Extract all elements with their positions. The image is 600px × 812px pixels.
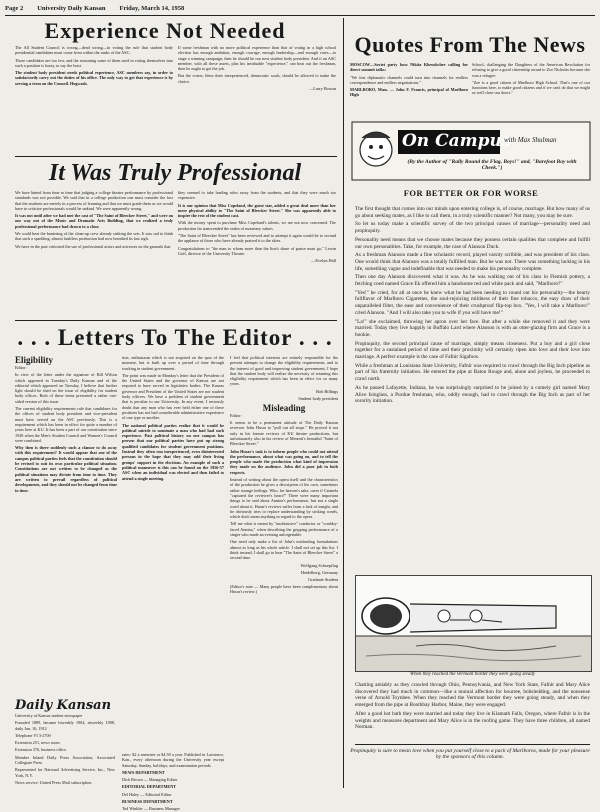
paragraph: We have in the past criticized the use of professional actors and actresses on the grounds that xyxy=(15,243,171,249)
paragraph: "We fear diplomatic channels could turn into channels for endless correspondence and endless negotiations." xyxy=(350,74,468,85)
signature-title: Student body president xyxy=(298,395,338,401)
quotes-col-1 xyxy=(350,62,468,117)
paragraph: Editor: xyxy=(230,412,242,418)
campus-title: On Campus xyxy=(402,131,512,151)
letters-headline: . . . Letters To The Editor . . . xyxy=(17,325,333,350)
campus-headline: FOR BETTER OR FOR WORSE xyxy=(403,188,539,198)
paragraph: Those candidates are too few, and the reasoning some of them used in voting themselves into such a position is fuzzy, to say the least. xyxy=(15,57,173,68)
paragraph: they seemed to take leading roles away from the students, and that they were much too expensive. xyxy=(178,190,336,201)
paragraph: It seems to be a permanent attitude of The Daily Kansan reviewer John Husar to "pull out all stops." He proved it not only in his former reviews of KU theatre productions, but unfortunately also in his review of Menotti's beautiful "Saint of Bleecker Street." xyxy=(230,420,338,447)
paragraph: While a freshman at Louisiana State University, Fafnir was required to crawl through the Big Inch pipeline as part of his fraternity initiation. He entered the pipe at Baton Rouge and, alone and joyless, he proceeded to crawl north. xyxy=(355,362,590,383)
signature: Bob Billings xyxy=(316,388,338,394)
paragraph: Tell me what is meant by "unobtrusive" conductor or "scrubby-faced Annina," when describing the gripping performance of a singer who made an evening unforgettable. xyxy=(230,521,338,538)
signature: —Larry Boston xyxy=(308,86,336,92)
masthead-line: Extension 251, news room xyxy=(15,740,60,746)
on-campus-banner xyxy=(352,122,590,180)
campus-footer: Propinquity is sure to mean love when you put yourself close to a pack of Marlboros, made for your pleasure by the sponsors of this column. xyxy=(350,748,590,760)
masthead-line: Founded 1889, became biweekly 1904, triweekly 1908, daily Jan. 16, 1912 xyxy=(15,720,115,731)
campus-subtitle: (By the Author of "Rally Round the Flag, Boys!" and, "Barefoot Boy with Cheek.") xyxy=(407,159,577,171)
staff-line: rates: $2 a semester or $4.50 a year. Published in Lawrence, Kan., every afternoon during the University year except Saturday, Sunday, holidays, and examination periods. xyxy=(122,752,224,768)
truly-col-1 xyxy=(15,190,173,318)
paragraph: But the voters, bless their inexperienced, democratic souls, should be allowed to make the choice. xyxy=(178,73,336,84)
masthead-line: News service: United Press Mail subscription xyxy=(15,779,92,785)
paragraph: Propinquity, the second principal cause of marriage, simply means closeness. Put a boy and a girl close together for a sustained period of time and their proximity will certainly ripen into love and their love into marriage. A perfect example is the case of Fafnir Sigafoos. xyxy=(355,340,590,361)
column-divider xyxy=(343,18,344,788)
paragraph: So let us today make a scientific survey of the two principal causes of marriage—personality need and propinquity. xyxy=(355,221,590,235)
eligibility-title: Eligibility xyxy=(15,355,54,365)
letters-col-1 xyxy=(15,355,117,693)
signature: —Evelyn Hall xyxy=(311,258,336,264)
editorial-headline: Experience Not Needed xyxy=(44,18,286,43)
staff-line: BUSINESS DEPARTMENT xyxy=(122,799,173,805)
paragraph: Personality need means that we choose mates because they possess certain qualities that complete and fulfill our own personalities. Take, for example, the case of Alanson Duck. xyxy=(355,236,590,250)
paragraph: "Zoe is a good citizen of Marlboro High School. That's one of our functions here, to make good citizens and if we can't do that we might as well close our doors." xyxy=(472,79,590,96)
author-portrait-icon xyxy=(360,134,392,166)
paragraph: Congratulations to "the man to whom more than the lion's share of praise must go," Lewin Goff, director of the University Theatre. xyxy=(178,245,336,256)
paragraph: The point was made in Monday's letter that the President of the United States and the governor of Kansas are not required to have served in legislative bodies. The Kansas governor and President of the United States are not student body officers. We have a problem of student government that is peculiar to our University. In any event, I seriously doubt that any man who has ever held either one of these positions has not had considerable administrative experience of one type or another. xyxy=(122,372,224,421)
paragraph: "The Saint of Bleecker Street" has been reviewed and to attempt it again would be to second the applause of those who have already praised it to the skies. xyxy=(178,233,336,244)
campus-byline: with Max Shulman xyxy=(504,136,557,144)
editor-note: (Editor's note — Many people have been complimentary about Husar's review.) xyxy=(230,583,338,594)
paragraph: The student body president needs political experience, ASC members say, in order to satisfactorily carry out the duties of his office. The only way to get that experience is by serving a term on the Council. Hogwash. xyxy=(15,70,173,86)
paragraph: The national political parties realize that it would be political suicide to nominate a man who had had such experience. Past political history on our campus has proven that our political parties have put up strong qualified candidates for student government positions. Instead they often run inexperienced, even disinterested persons in the hope that they may add their living groups' support in the elections. An example of such a political maneuver is this can be found on the 1956-57 ASC when an individual was elected and then failed to attend a single meeting. xyxy=(122,422,224,481)
divider xyxy=(355,744,590,745)
paragraph: One need only make a list of John's misleading formulations almost as long as his whole article. I shall not set up this list. I think instead, I shall go to hear "The Saint of Bleecker Street" a second time. xyxy=(230,539,338,561)
paragraph: "Yes!" he cried, for all at once he knew what he had been needing to round out his personality—the hearty fullflavor of Marlboro Cigarettes, the soul-rejoicing mildness of their fine tobacco, the easy draw of their unparalleled filter, the ease and convenience of their crushproof flip-top box. "Yes, I will take a Marlboro!" cried Alanson. "And I will also take you to wife if you will have me!" xyxy=(355,289,590,316)
cartoon-caption: When they reached the Vermont border they were going steady xyxy=(409,672,536,677)
staff-line: Del Haley — Editorial Editor xyxy=(122,791,172,797)
paragraph: John Husar's task is to inform people who could not attend the performance, about what was going on, and to tell the people who made the production what kind of impression they made on the audience. John did a poor job in both respects. xyxy=(230,448,338,475)
paper-name: University Daily Kansan xyxy=(37,5,106,12)
paragraph: Chatting amiably as they crawled through Ohio, Pennsylvania, and New York State, Fafnir and Mary Alice discovered they had much in common—like a mutual affection for bourree, bobsledding, and the nonsense verse of Arnold Toynbee. When they reached the Vermont border they were going steady, and when they emerged from the pipe at Boothbay Harbor, Maine, they were engaged. xyxy=(355,682,590,709)
paragraph: Then one day Alanson discovered what it was. As he was walking out of his class in Flemish pottery, a fetching coed named Grace Ek offered him a handsome red and white pack and said, "Marlboro?" xyxy=(355,274,590,288)
page-number: Page 2 xyxy=(5,5,24,12)
divider xyxy=(15,320,337,321)
paragraph: The first thought that comes into our minds upon entering college is, of course, marriage. But how many of us go about seeking mates, as I like to call them, in a truly scientific manner? Not many, you may be sure. xyxy=(355,206,590,219)
paragraph: If some freshman with no more political experience than that of voting in a high school election has enough ambition, enough courage, enough leadership—and enough votes—to stage a winning campaign, then he should be our next student body president. And if an ASC member, with all these assets, plus his invaluable "experience," can beat out the freshman, then he ought to get the job. xyxy=(178,45,336,72)
quotes-col-2 xyxy=(472,62,590,117)
paragraph: "La!" she exclaimed, throwing her apron over her face. But after a while she removed it and they were married. Today they live happily in Buffalo Lard where Alanson is with an otter-glazing firm and Grace is a bookie. xyxy=(355,318,590,338)
paragraph: The current eligibility requirements rule that candidates for the offices of student body president and vice-president must have served on the ASC previously. This is a requirement which has been in effect for quite a number of years here at KU. It has been a part of our constitution since 1949 when the Men's Student Council and Women's Council were combined. xyxy=(15,406,117,443)
paragraph: In view of the letter under the signature of Bill Wilson which appeared in Tuesday's Daily Kansan and of the editorial which appeared on Tuesday, I believe that further light should be shed on the issue of eligibility for student body offices. Both of these items presented a rather one-sided version of this issue. xyxy=(15,372,117,404)
masthead-line: Member Inland Daily Press Association, Associated Collegiate Press xyxy=(15,754,115,766)
masthead-staff xyxy=(122,752,224,812)
paragraph: The All Student Council is wrong—dead wrong—in voting the rule that student body presidential candidates must come from within the ranks of the ASC. xyxy=(15,45,173,56)
masthead xyxy=(15,698,115,787)
misleading-title: Misleading xyxy=(262,402,306,413)
masthead-line: Represented for National Advertising Service, Inc., New York, N.Y. xyxy=(15,767,115,778)
truly-col-2 xyxy=(178,190,336,318)
paragraph: I feel that political interests are entirely responsible for the present attempts to change the eligibility requirements, and to the interest of good and improving student government, I hope that the student body will realize the necessity of retaining this eligibility requirement which has been in effect for so many years. xyxy=(230,355,338,387)
campus-text xyxy=(355,206,590,571)
editorial-col-2 xyxy=(178,45,336,155)
quotes-headline: Quotes From The News xyxy=(354,32,586,57)
paragraph: We could hear the bantering of the clean-up crew already striking the sets. It was sad to think that such a sparkling, almost faultless production had now breathed its last sigh. xyxy=(15,231,173,242)
header-rule xyxy=(5,15,595,16)
paragraph: It is our opinion that Miss Copeland, the guest star, added a great deal more than her mere physical ability to "The Saint of Bleecker Street." She was apparently able to inspire the rest of the student cast. xyxy=(178,202,336,219)
masthead-line: Telephone VI 3-2700 xyxy=(15,732,51,738)
masthead-title: Daily Kansan xyxy=(15,698,112,713)
paragraph: After a good hot bath they were married and today they live in Klamath Falls, Oregon, where Fafnir is in the weights and measures department and Mary Alice is in the roofing game. They have three children, all named Norman. xyxy=(355,710,590,731)
cartoon-illustration xyxy=(355,575,592,672)
cartoon-drawing xyxy=(356,576,591,671)
paragraph: Editor: xyxy=(15,365,27,370)
letters-col-3 xyxy=(230,355,338,783)
paragraph: Instead of writing about the opera itself and the characteristics of the production he gives a description of his own, sometimes rather strange feelings. Who, for heaven's sake, cares if Carmela "captured the reviewer's heart?" There were many important things to be said about Annina's performance, but not a single word about it. Husar's reviews suffer from a lack of insight, and he obviously tries to replace understanding by striking words, which don't mean anything in regard to the opera. xyxy=(230,477,338,520)
staff-line: EDITORIAL DEPARTMENT xyxy=(122,784,177,790)
paragraph: With the money spent to purchase Miss Copeland's talents, we are not now concerned. The production far transcended the realm of monetary values. xyxy=(178,220,336,231)
divider xyxy=(15,156,337,157)
paragraph: We have hinted from time to time that judging a college theater performance by professional standards was not possible. We said that in a college production one must consider the fact that the students are merely in a process of learning and that we must grade them as we would have to criticize professionals would be unkind. We were apparently wrong. xyxy=(15,190,173,211)
campus-text-end xyxy=(355,682,590,744)
paragraph: As a freshman Alanson made a fine scholastic record, played varsity scribble, and was president of his class. One would think that Alanson was a totally fulfilled man. But he was not. There was something lacking in his life, something vague and indefinable that was needed to make his personality complete. xyxy=(355,252,590,272)
paragraph: MOSCOW—Soviet party boss Nikita Khrushchev calling for direct summit talks: xyxy=(350,62,468,73)
letters-col-2 xyxy=(122,355,224,750)
paragraph: As he passed Lafayette, Indiana, he was surprisingly surprised to be joined by a comely girl named Mary Alice Isinglass, a Purdue freshman, who, oddly enough, had to crawl through the Big Inch as part of her sorority initiation. xyxy=(355,384,590,405)
staff-line: NEWS DEPARTMENT xyxy=(122,769,165,775)
masthead-line: Extension 376, business office xyxy=(15,747,67,753)
truly-headline: It Was Truly Professional xyxy=(48,160,302,186)
staff-line: Ted Winkler — Business Manager xyxy=(122,806,180,812)
issue-date: Friday, March 14, 1958 xyxy=(119,5,185,12)
signature-place: Heidelberg, Germany xyxy=(300,569,338,575)
paragraph: School, challenging the Daughters of the American Revolution for refusing to give a good citizenship award to Zoe Nicholas because she was a refugee: xyxy=(472,62,590,78)
signature-title: Graduate Student xyxy=(308,576,338,582)
staff-line: Dick Brown — Managing Editor xyxy=(122,777,178,783)
editorial-col-1 xyxy=(15,45,173,155)
signature: Wolfgang Schoepflug xyxy=(300,562,338,568)
paragraph: Why then is there suddenly such a clamor to do away with this requirement? It would appear that one of the campus political parties feels that the constitution should be revised to suit its own particular political situation. Constitutions are not written to be changed as the political situations may dictate from time to time. They are written to prevail regardless of political developments, and they should not be changed from time to time. xyxy=(15,445,117,493)
paragraph: MARLBORO, Mass. — John F. Francis, principal of Marlboro High xyxy=(350,87,468,98)
paragraph: tion, enthusiasm which is not acquired on the spur of the moment, but is built up over a period of time through working in student government. xyxy=(122,355,224,371)
paragraph: It was not until after we had met the cast of "The Saint of Bleecker Street," and were on our way out of the Music and Dramatic Arts Building, that we realized a truly professional performance had drawn to a close. xyxy=(15,213,173,229)
masthead-line: University of Kansas student newspaper xyxy=(15,713,83,718)
